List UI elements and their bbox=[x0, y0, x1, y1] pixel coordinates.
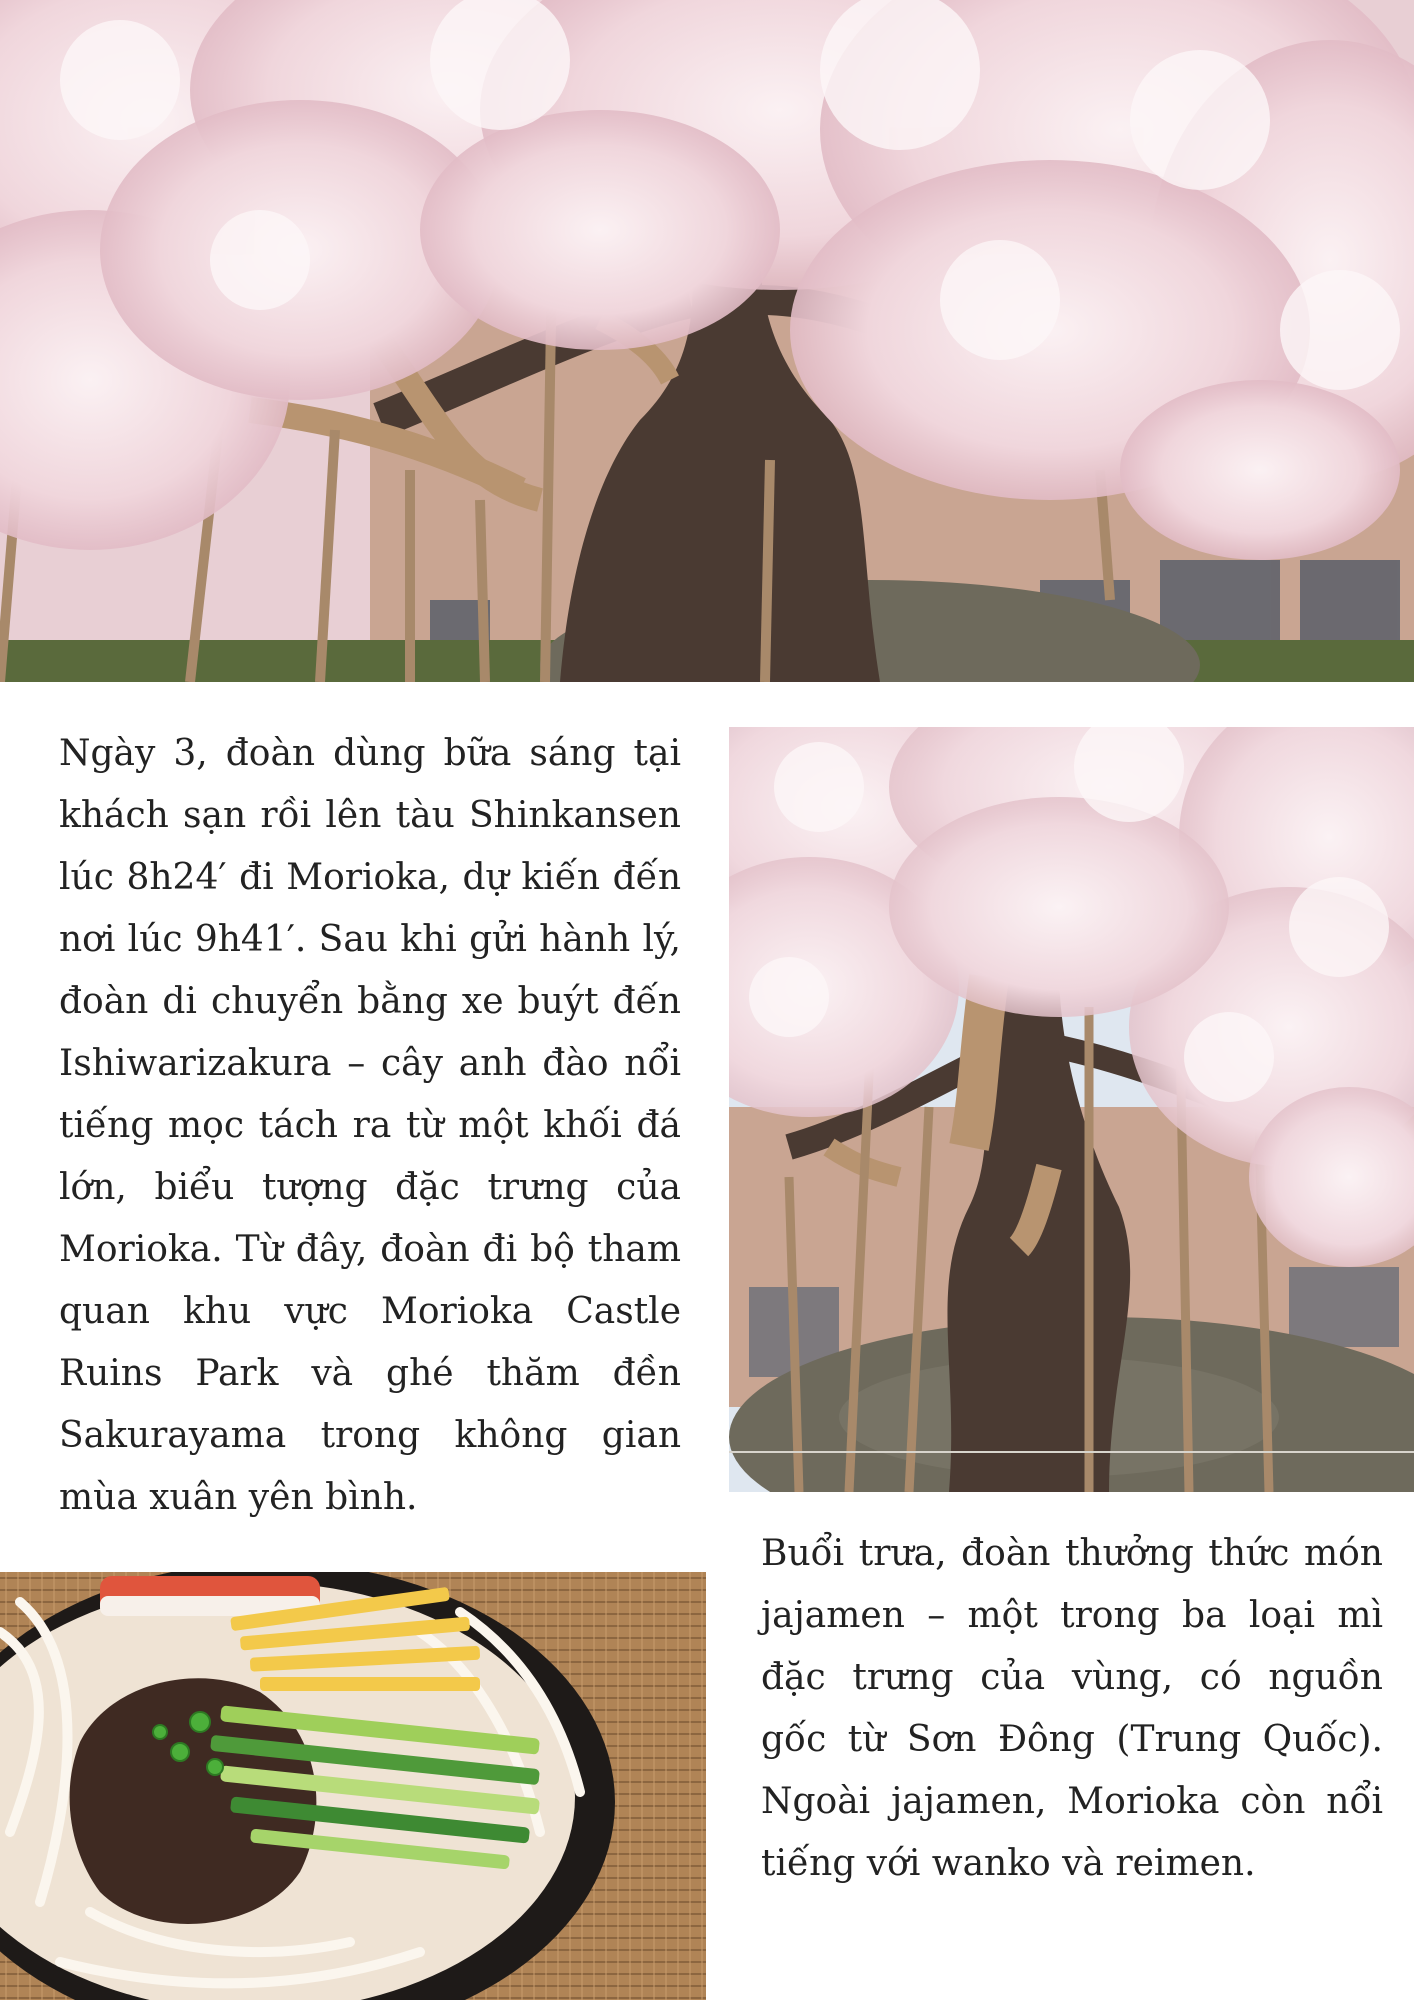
hero-cherry-tree-photo bbox=[0, 0, 1414, 682]
jajamen-bowl-photo bbox=[0, 1572, 706, 2000]
side-cherry-tree-rock-photo bbox=[729, 727, 1414, 1492]
lunch-jajamen-paragraph: Buổi trưa, đoàn thưởng thức món jajamen – một trong ba loại mì đặc trưng của vùng, có nguồn gốc từ Sơn Đông (Trung Quốc). Ngoài jajamen, Morioka còn nổi tiếng với wanko và reimen. bbox=[761, 1533, 1383, 1884]
day3-itinerary-paragraph: Ngày 3, đoàn dùng bữa sáng tại khách sạn rồi lên tàu Shinkansen lúc 8h24′ đi Morioka, dự kiến đến nơi lúc 9h41′. Sau khi gửi hành lý, đoàn di chuyển bằng xe buýt đến Ishiwarizakura – cây anh đào nổi tiếng mọc tách ra từ một khối đá lớn, biểu tượng đặc trưng của Morioka. Từ đây, đoàn đi bộ tham quan khu vực Morioka Castle Ruins Park và ghé thăm đền Sakurayama trong không gian mùa xuân yên bình. bbox=[59, 733, 681, 1518]
